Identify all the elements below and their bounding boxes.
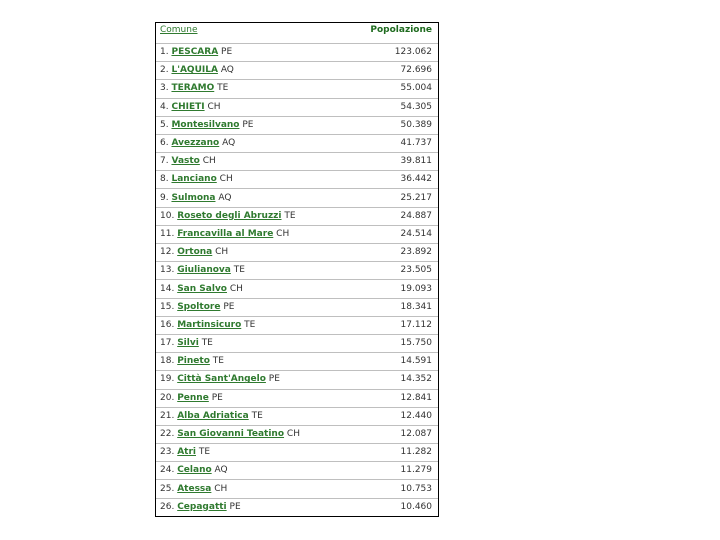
rank-number: 18. <box>160 356 175 367</box>
province-code: AQ <box>222 138 236 148</box>
population-cell: 12.440 <box>354 407 438 425</box>
province-code: PE <box>211 392 223 403</box>
city-link[interactable]: Cepagatti <box>177 501 227 512</box>
population-cell: 123.062 <box>354 43 438 61</box>
city-link[interactable]: San Salvo <box>177 283 227 294</box>
population-cell: 41.737 <box>354 134 438 152</box>
comune-cell <box>156 480 354 498</box>
rank-number: 5. <box>160 119 169 130</box>
city-link[interactable]: Celano <box>177 465 212 476</box>
city-link[interactable]: Penne <box>177 392 209 403</box>
population-cell: 12.087 <box>354 425 438 443</box>
comune-cell <box>156 244 354 262</box>
population-cell: 10.753 <box>354 480 438 498</box>
city-link[interactable]: Giulianova <box>177 265 231 276</box>
province-code: CH <box>215 247 229 258</box>
rank-number: 25. <box>160 483 175 494</box>
population-cell: 14.352 <box>354 371 438 389</box>
city-link[interactable]: Francavilla al Mare <box>177 228 274 239</box>
table-row <box>156 334 438 352</box>
rank-number: 22. <box>160 429 175 439</box>
province-code: CH <box>286 429 300 439</box>
comune-cell <box>156 62 354 80</box>
city-link[interactable]: L'AQUILA <box>171 65 218 76</box>
table-row <box>156 262 438 280</box>
table-row <box>156 280 438 298</box>
population-cell: 55.004 <box>354 80 438 98</box>
province-code: CH <box>229 283 243 294</box>
province-code: TE <box>198 447 211 458</box>
population-cell: 18.341 <box>354 298 438 316</box>
city-link[interactable]: Spoltore <box>177 301 221 312</box>
province-code: AQ <box>220 65 234 76</box>
city-link[interactable]: Città Sant'Angelo <box>177 374 266 385</box>
comune-cell <box>156 498 354 516</box>
province-code: AQ <box>218 192 232 203</box>
header-comune-cell <box>156 23 354 43</box>
table-row <box>156 80 438 98</box>
table-row <box>156 371 438 389</box>
province-code: CH <box>202 156 216 167</box>
comune-cell <box>156 153 354 171</box>
population-cell: 11.279 <box>354 462 438 480</box>
rank-number: 26. <box>160 501 175 512</box>
table-row <box>156 316 438 334</box>
header-comune-link[interactable]: Comune <box>160 25 198 35</box>
province-code: PE <box>242 119 254 130</box>
city-link[interactable]: Atri <box>177 447 196 458</box>
city-link[interactable]: Pineto <box>177 356 210 367</box>
comune-cell <box>156 425 354 443</box>
table-row <box>156 389 438 407</box>
rank-number: 23. <box>160 447 175 458</box>
rank-number: 3. <box>160 83 169 94</box>
city-link[interactable]: Sulmona <box>171 192 216 203</box>
rank-number: 1. <box>160 47 169 58</box>
population-cell: 24.887 <box>354 207 438 225</box>
city-link[interactable]: Avezzano <box>171 138 220 148</box>
province-code: TE <box>244 319 256 330</box>
comune-cell <box>156 207 354 225</box>
city-link[interactable]: San Giovanni Teatino <box>177 429 285 439</box>
comune-cell <box>156 280 354 298</box>
comune-cell <box>156 171 354 189</box>
population-cell: 23.892 <box>354 244 438 262</box>
table-row <box>156 62 438 80</box>
population-cell: 50.389 <box>354 116 438 134</box>
rank-number: 10. <box>160 210 175 221</box>
city-link[interactable]: TERAMO <box>171 83 215 94</box>
table-row <box>156 189 438 207</box>
rank-number: 21. <box>160 410 175 421</box>
city-link[interactable]: PESCARA <box>171 47 219 58</box>
comune-cell <box>156 225 354 243</box>
rank-number: 24. <box>160 465 175 476</box>
city-link[interactable]: Ortona <box>177 247 213 258</box>
population-cell: 72.696 <box>354 62 438 80</box>
rank-number: 8. <box>160 174 169 185</box>
comune-cell <box>156 389 354 407</box>
population-table <box>156 23 438 516</box>
rank-number: 20. <box>160 392 175 403</box>
comune-cell <box>156 116 354 134</box>
city-link[interactable]: Alba Adriatica <box>177 410 249 421</box>
rank-number: 16. <box>160 319 175 330</box>
table-row <box>156 98 438 116</box>
table-row <box>156 462 438 480</box>
province-code: CH <box>214 483 228 494</box>
population-cell: 36.442 <box>354 171 438 189</box>
province-code: TE <box>233 265 245 276</box>
comune-cell <box>156 371 354 389</box>
population-cell: 25.217 <box>354 189 438 207</box>
header-popolazione-label: Popolazione <box>370 25 432 35</box>
province-code: TE <box>201 338 213 349</box>
population-table-body <box>156 23 438 516</box>
rank-number: 12. <box>160 247 175 258</box>
city-link[interactable]: Atessa <box>177 483 212 494</box>
province-code: CH <box>276 228 290 239</box>
comune-cell <box>156 298 354 316</box>
rank-number: 6. <box>160 138 169 148</box>
province-code: TE <box>284 210 296 221</box>
table-row <box>156 353 438 371</box>
population-table-container <box>155 22 439 517</box>
city-link[interactable]: Montesilvano <box>171 119 240 130</box>
population-cell: 12.841 <box>354 389 438 407</box>
population-cell: 11.282 <box>354 444 438 462</box>
comune-cell <box>156 334 354 352</box>
comune-cell <box>156 316 354 334</box>
table-row <box>156 444 438 462</box>
table-row <box>156 225 438 243</box>
rank-number: 4. <box>160 101 169 112</box>
province-code: PE <box>223 301 235 312</box>
table-row <box>156 425 438 443</box>
table-row <box>156 480 438 498</box>
rank-number: 15. <box>160 301 175 312</box>
rank-number: 17. <box>160 338 175 349</box>
comune-cell <box>156 444 354 462</box>
province-code: TE <box>212 356 224 367</box>
population-cell: 14.591 <box>354 353 438 371</box>
province-code: TE <box>217 83 229 94</box>
population-cell: 39.811 <box>354 153 438 171</box>
province-code: CH <box>219 174 233 185</box>
comune-cell <box>156 134 354 152</box>
table-row <box>156 153 438 171</box>
rank-number: 14. <box>160 283 175 294</box>
header-popolazione-cell <box>354 23 438 43</box>
population-cell: 19.093 <box>354 280 438 298</box>
comune-cell <box>156 189 354 207</box>
table-row <box>156 207 438 225</box>
city-link[interactable]: Silvi <box>177 338 199 349</box>
city-link[interactable]: Martinsicuro <box>177 319 242 330</box>
population-cell: 54.305 <box>354 98 438 116</box>
comune-cell <box>156 98 354 116</box>
population-cell: 24.514 <box>354 225 438 243</box>
rank-number: 13. <box>160 265 175 276</box>
population-cell: 15.750 <box>354 334 438 352</box>
comune-cell <box>156 462 354 480</box>
province-code: AQ <box>214 465 228 476</box>
province-code: PE <box>221 47 233 58</box>
table-row <box>156 116 438 134</box>
province-code: PE <box>268 374 280 385</box>
city-link[interactable]: Vasto <box>171 156 200 167</box>
table-row <box>156 134 438 152</box>
population-cell: 23.505 <box>354 262 438 280</box>
table-header-row <box>156 23 438 43</box>
province-code: TE <box>251 410 263 421</box>
table-row <box>156 171 438 189</box>
rank-number: 2. <box>160 65 169 76</box>
city-link[interactable]: Lanciano <box>171 174 217 185</box>
comune-cell <box>156 262 354 280</box>
table-row <box>156 498 438 516</box>
table-row <box>156 298 438 316</box>
comune-cell <box>156 43 354 61</box>
province-code: CH <box>207 101 221 112</box>
comune-cell <box>156 407 354 425</box>
rank-number: 11. <box>160 228 175 239</box>
city-link[interactable]: Roseto degli Abruzzi <box>177 210 282 221</box>
population-cell: 10.460 <box>400 501 432 512</box>
rank-number: 7. <box>160 156 169 167</box>
table-row <box>156 43 438 61</box>
population-cell: 17.112 <box>354 316 438 334</box>
province-code: PE <box>229 501 241 512</box>
comune-cell <box>156 353 354 371</box>
rank-number: 19. <box>160 374 175 385</box>
city-link[interactable]: CHIETI <box>171 101 205 112</box>
rank-number: 9. <box>160 192 169 203</box>
table-row <box>156 244 438 262</box>
table-row <box>156 407 438 425</box>
comune-cell <box>156 80 354 98</box>
